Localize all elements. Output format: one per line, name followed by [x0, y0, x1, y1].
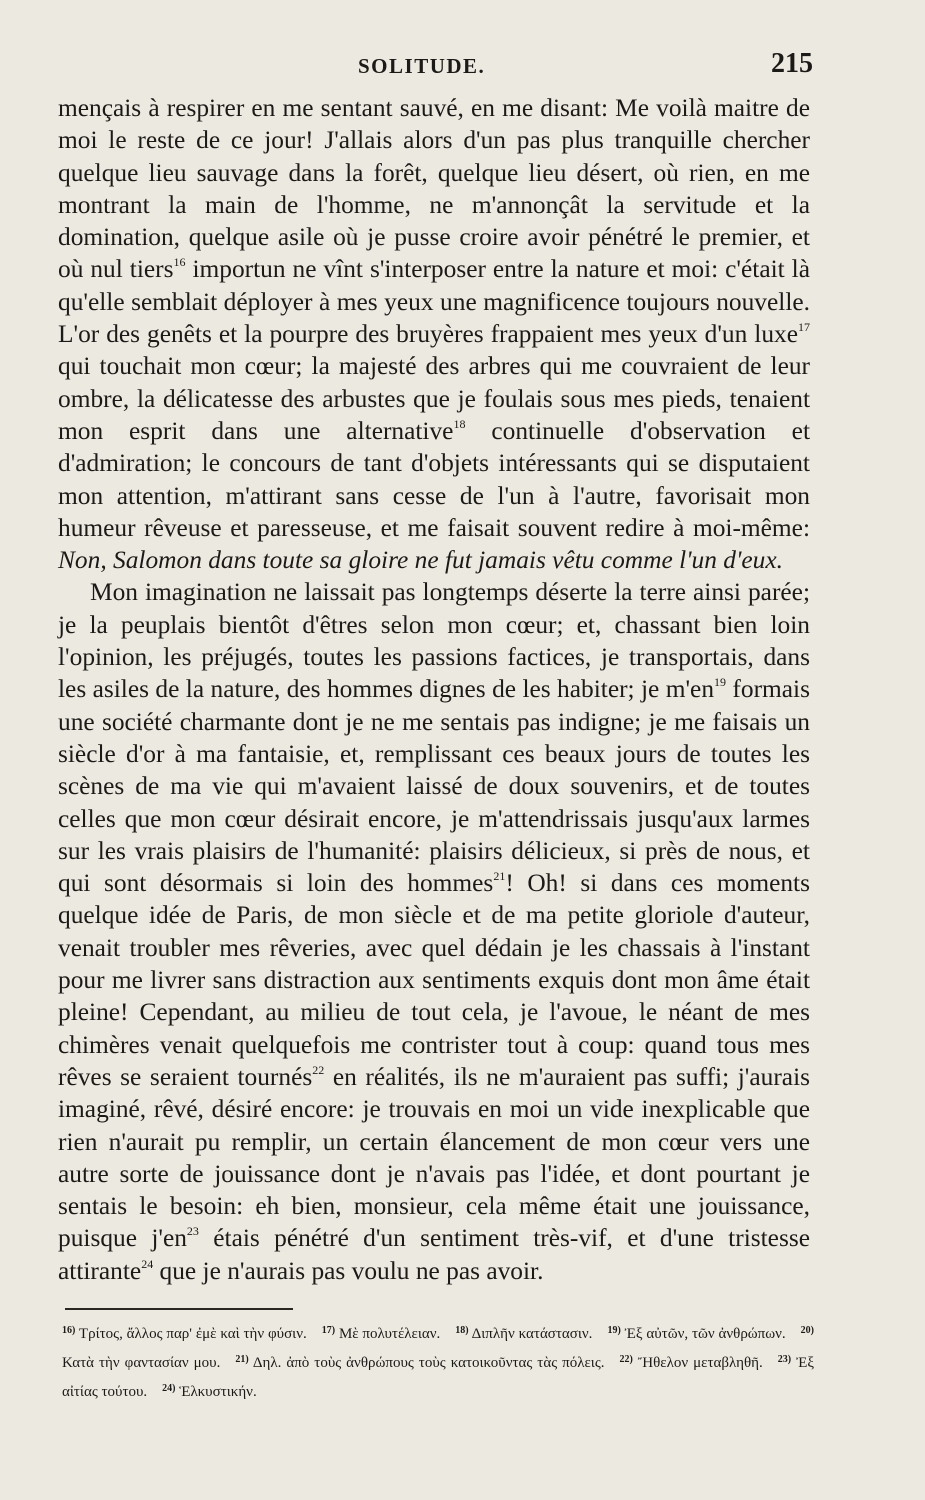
- footnote: [62, 1326, 307, 1342]
- footnote: [162, 1384, 257, 1400]
- footnote-text: Ἑλκυστικήν.: [175, 1384, 257, 1400]
- footnote-number: 23): [777, 1354, 792, 1365]
- footnote-text: Τρίτος, ἄλλος παρ' ἐμὲ καὶ τὴν φύσιν.: [75, 1326, 307, 1342]
- running-title: SOLITUDE.: [358, 54, 486, 78]
- footnote-number: 17): [321, 1325, 336, 1336]
- footnote-text: Ἤθελον μεταβληθῆ.: [632, 1355, 763, 1371]
- footnote-number: 22): [619, 1354, 633, 1365]
- footnote-number: 20): [800, 1325, 814, 1336]
- footnote-text: Διπλῆν κατάστασιν.: [468, 1326, 593, 1342]
- text-run: Mon imagination ne laissait pas longtemps déserte la terre ainsi parée; je la peuplais bientôt d'êtres selon mon cœur; et, chassant bien loin l'opinion, les préjugés, toutes les passions factices, je transportais, dans les asiles de la nature, des hommes dignes de les habiter; je m'en: [58, 578, 810, 704]
- footnote-ref: 19: [714, 675, 727, 690]
- footnote-text: Ἐξ αἰτίας τούτου.: [62, 1355, 815, 1400]
- paragraph: [58, 576, 810, 1287]
- text-run: qui touchait mon cœur; la majesté des arbres qui me couvraient de leur ombre, la délicatesse des arbustes que je foulais sous mes pieds, tenaient mon esprit dans une alternative: [58, 352, 810, 445]
- footnote-ref: 23: [186, 1224, 199, 1239]
- text-run: que je n'aurais pas voulu ne pas avoir.: [153, 1256, 544, 1285]
- footnote-divider: [65, 1308, 293, 1310]
- footnote-ref: 17: [798, 320, 810, 335]
- body-text: [58, 92, 810, 1287]
- page-number: 215: [771, 48, 813, 79]
- footnote-ref: 18: [453, 416, 466, 431]
- footnote: [607, 1326, 785, 1342]
- footnote-ref: 21: [493, 869, 506, 884]
- footnote-text: Ἐξ αὐτῶν, τῶν ἀνθρώπων.: [620, 1326, 786, 1342]
- footnote: [455, 1326, 592, 1342]
- footnote-number: 21): [235, 1354, 249, 1365]
- footnote-text: Μὲ πολυτέλειαν.: [335, 1326, 441, 1342]
- text-run: en réalités, ils ne m'auraient pas suffi; j'aurais imaginé, rêvé, désiré encore: je trouvais en moi un vide inexplicable que rien n'aurait pu remplir, un certain élancement de mon cœur vers une autre sorte de jouissance dont je n'avais pas l'idée, et dont pourtant je sentais le besoin: eh bien, monsieur, cela même était une jouissance, puisque j'en: [58, 1062, 810, 1253]
- footnote-number: 19): [607, 1325, 621, 1336]
- footnote-text: Κατὰ τὴν φαντασίαν μου.: [62, 1355, 221, 1371]
- footnote: [235, 1355, 604, 1371]
- text-run: importun ne vînt s'interposer entre la nature et moi: c'était là qu'elle semblait déployer à mes yeux une magnificence toujours nouvelle. L'or des genêts et la pourpre des bruyères frappaient mes yeux d'un luxe: [58, 255, 810, 349]
- text-run: étais pénétré d'un sentiment très-vif, et d'une tristesse attirante: [58, 1224, 810, 1285]
- italic-quote: Non, Salomon dans toute sa gloire ne fut jamais vêtu comme l'un d'eux.: [58, 546, 783, 575]
- footnote-ref: 16: [173, 255, 186, 270]
- footnote-number: 16): [62, 1325, 76, 1336]
- text-run: formais une société charmante dont je ne me sentais pas indigne; je me faisais un siècle d'or à ma fantaisie, et, remplissant ces beaux jours de toutes les scènes de ma vie qui m'avaient laissé de doux souvenirs, et de toutes celles que mon cœur désirait encore, je m'attendrissais jusqu'aux larmes sur les vrais plaisirs de l'humanité: plaisirs délicieux, si près de nous, et qui sont désormais si loin des hommes: [58, 675, 810, 898]
- footnote-number: 24): [162, 1383, 176, 1394]
- footnote: [620, 1355, 763, 1371]
- text-run: mençais à respirer en me sentant sauvé, en me disant: Me voilà maitre de moi le reste de ce jour! J'allais alors d'un pas plus tranquille chercher quelque lieu sauvage dans la forêt, quelque lieu désert, où rien, en me montrant la main de l'homme, ne m'annonçât la servitude et la domination, quelque asile où je pusse croire avoir pénétré le premier, et où nul tiers: [58, 94, 810, 284]
- footnote-text: Δηλ. ἀπὸ τοὺς ἀνθρώπους τοὺς κατοικοῦντας τὰς πόλεις.: [248, 1355, 605, 1371]
- footnote-ref: 24: [141, 1256, 154, 1271]
- footnote-number: 18): [455, 1325, 469, 1336]
- footnote-ref: 22: [312, 1062, 325, 1077]
- text-run: continuelle d'observation et d'admiration; le concours de tant d'objets intéressants qui se disputaient mon attention, m'attirant sans cesse de l'un à l'autre, favorisait mon humeur rêveuse et paresseuse, et me faisait souvent redire à moi-même:: [58, 416, 811, 542]
- text-run: ! Oh! si dans ces moments quelque idée de Paris, de mon siècle et de ma petite gloriole d'auteur, venait troubler mes rêveries, avec quel dédain je les chassais à l'instant pour me livrer sans distraction aux sentiments exquis dont mon âme était pleine! Cependant, au milieu de tout cela, je l'avoue, le néant de mes chimères venait quelquefois me contrister tout à coup: quand tous mes rêves se seraient tournés: [58, 869, 810, 1091]
- footnote: [322, 1326, 441, 1342]
- footnotes: [62, 1318, 814, 1405]
- paragraph: [58, 92, 810, 576]
- page-header: [58, 48, 813, 82]
